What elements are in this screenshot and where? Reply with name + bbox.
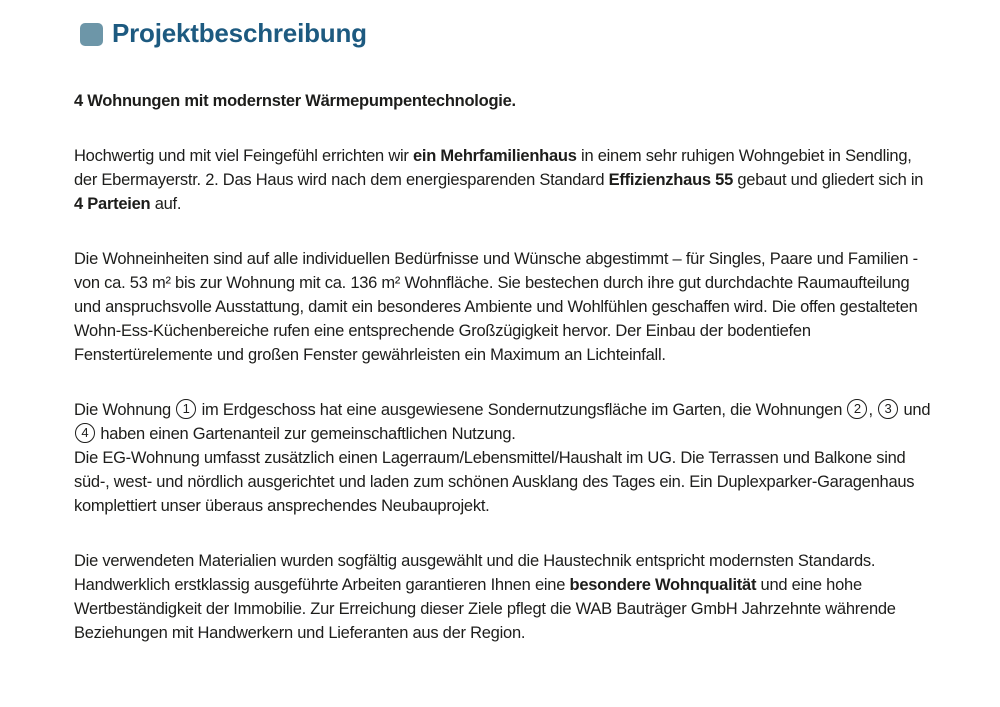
paragraph [74,549,936,645]
description-text [74,89,936,645]
circled-number: 3 [878,399,898,419]
text: in einem sehr ruhigen Wohngebiet in Sendling, der Ebermayerstr. 2. Das Haus wird nach dem energiesparenden Standard [74,147,912,189]
text: Die Wohnung [74,401,176,419]
text: gebaut und gliedert sich in [733,171,924,189]
circled-number: 2 [847,399,867,419]
bold-text: besondere Wohnqualität [569,576,757,594]
intro-line: 4 Wohnungen mit modernster Wärmepumpentechnologie. [74,92,516,110]
text: , [868,401,878,419]
text: im Erdgeschoss hat eine ausgewiesene Sondernutzungsfläche im Garten, die Wohnungen [197,401,847,419]
page-title: Projektbeschreibung [112,18,367,48]
circled-number: 4 [75,423,95,443]
bold-text: Effizienzhaus 55 [608,171,734,189]
bold-text: ein Mehrfamilienhaus [412,147,577,165]
paragraph [74,144,936,216]
text: haben einen Gartenanteil zur gemeinschaftlichen Nutzung. [96,425,516,443]
paragraph [74,398,936,518]
text: und eine hohe Wertbeständigkeit der Immobilie. Zur Erreichung dieser Ziele pflegt die WAB Bauträger GmbH Jahrzehnte währende Beziehungen mit Handwerkern und Lieferanten aus der Region. [74,576,896,642]
text: und [899,401,931,419]
bold-text: 4 Parteien [74,195,151,213]
bullet-square-icon [80,23,103,46]
text: Die verwendeten Materialien wurden sogfältig ausgewählt und die Haustechnik entspricht modernsten Standards. Handwerklich erstklassig ausgeführte Arbeiten garantieren Ihnen eine [74,552,876,594]
text: Hochwertig und mit viel Feingefühl errichten wir [74,147,413,165]
text: auf. [150,195,182,213]
paragraph [74,247,936,367]
section-header [80,18,934,49]
text: Die EG-Wohnung umfasst zusätzlich einen Lagerraum/Lebensmittel/Haushalt im UG. Die Terrassen und Balkone sind süd-, west- und nördlich ausgerichtet und laden zum schönen Ausklang des Tages ein. Ein Duplexparker-Garagenhaus komplettiert unser überaus ansprechendes Neubauprojekt. [74,449,915,515]
text: Die Wohneinheiten sind auf alle individuellen Bedürfnisse und Wünsche abgestimmt – für Singles, Paare und Familien - von ca. 53 m² bis zur Wohnung mit ca. 136 m² Wohnfläche. Sie bestechen durch ihre gut durchdachte Raumaufteilung und anspruchsvolle Ausstattung, damit ein besonderes Ambiente und Wohlfühlen geschaffen wird. Die offen gestalteten Wohn-Ess-Küchenbereiche rufen eine entsprechende Großzügigkeit hervor. Der Einbau der bodentiefen Fenstertürelemente und großen Fenster gewährleisten ein Maximum an Lichteinfall. [74,250,918,364]
circled-number: 1 [176,399,196,419]
